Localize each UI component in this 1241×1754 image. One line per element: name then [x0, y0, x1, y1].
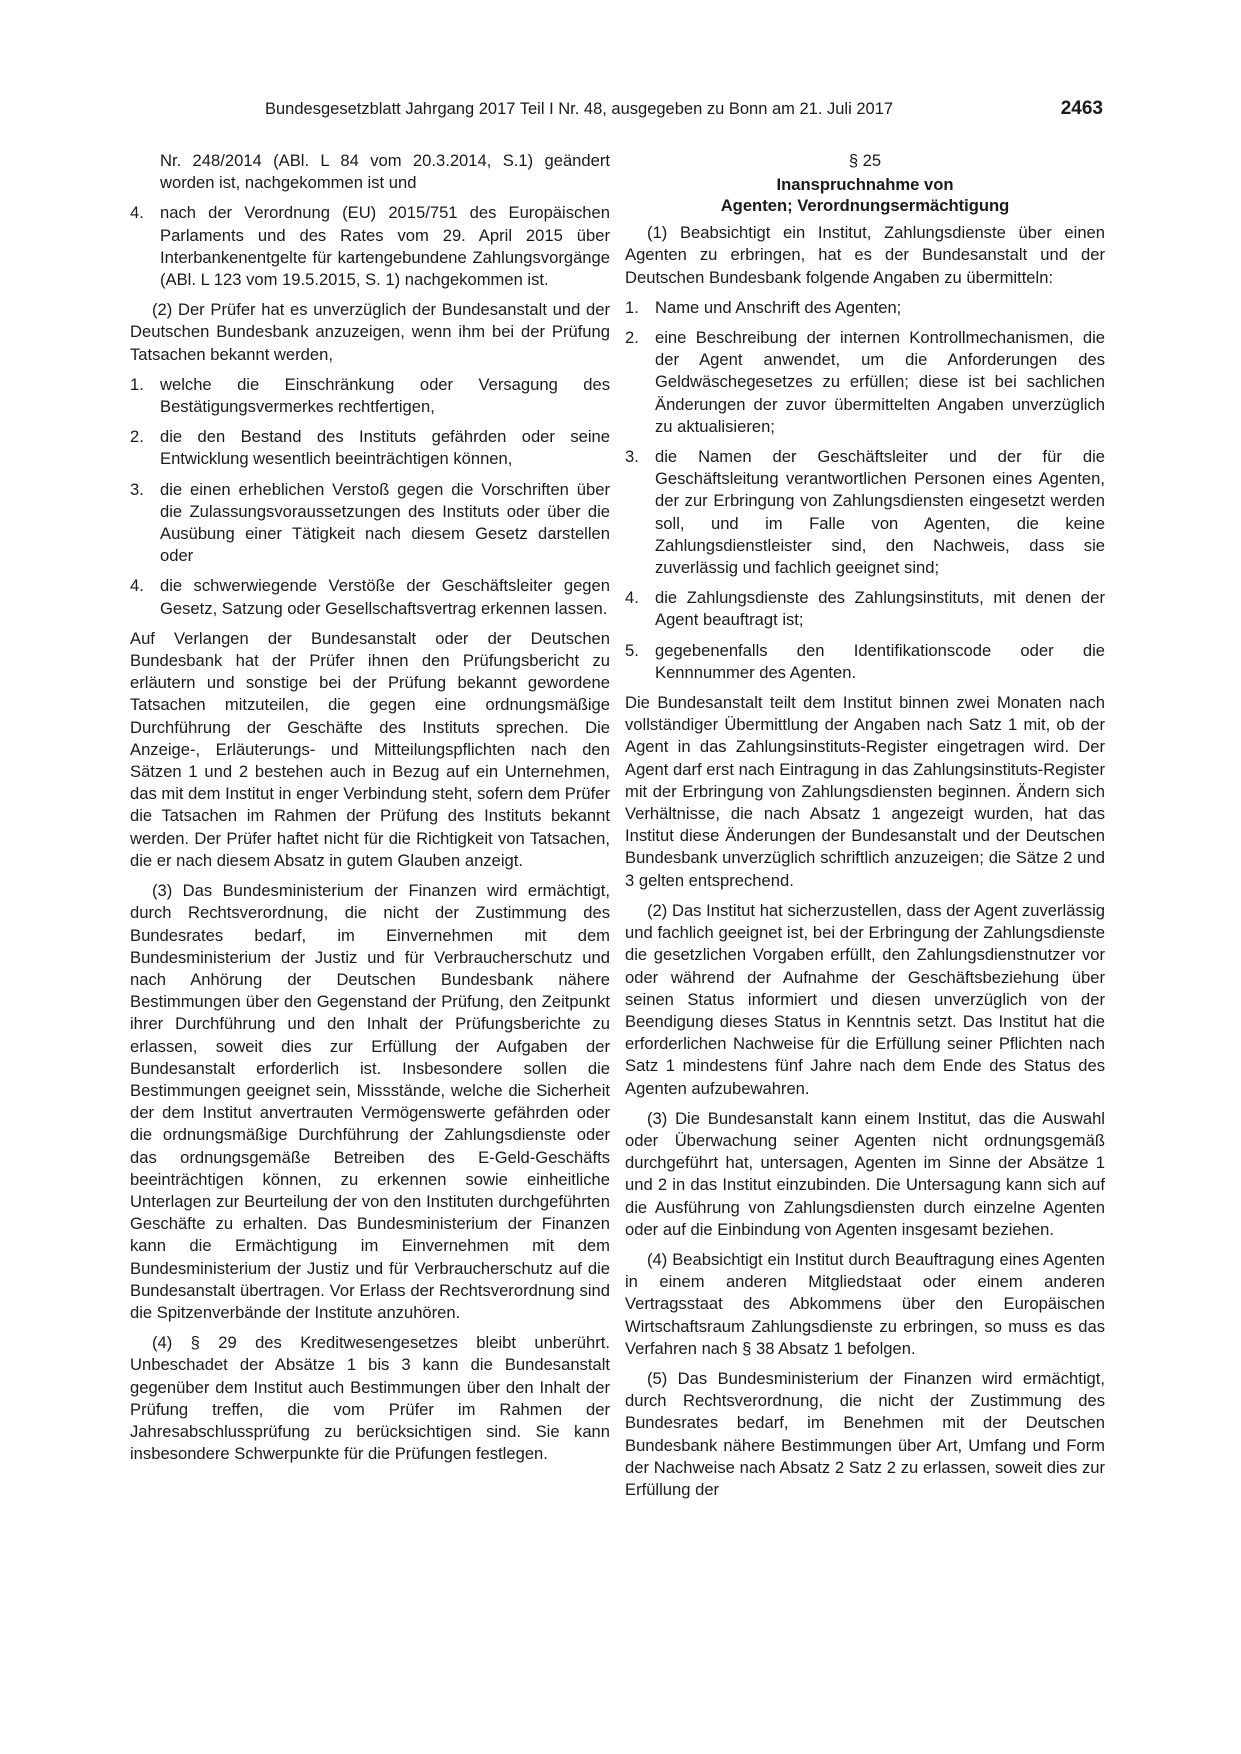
list-item-text: eine Beschreibung der internen Kontrollmechanismen, die der Agent anwendet, um die Anforderungen des Geldwäschegesetzes zu erfüllen; diese ist bei sachlichen Änderungen der zuvor übermittelten Angaben unverzüglich zu aktualisieren;	[655, 328, 1105, 436]
list-item-number: 5.	[625, 640, 639, 660]
list-item-text: die einen erheblichen Verstoß gegen die Vorschriften über die Zulassungsvoraussetzungen des Instituts oder über die Ausübung einer Tätigkeit nach diesem Gesetz darstellen oder	[160, 479, 610, 566]
header-title: Bundesgesetzblatt Jahrgang 2017 Teil I Nr. 48, ausgegeben zu Bonn am 21. Juli 2017	[265, 100, 894, 118]
page-header	[265, 100, 1103, 124]
list-item-text: gegebenenfalls den Identifikationscode oder die Kennnummer des Agenten.	[655, 640, 1105, 682]
list-item	[625, 446, 1105, 579]
paragraph-2: (2) Der Prüfer hat es unverzüglich der Bundesanstalt und der Deutschen Bundesbank anzuzeigen, wenn ihm bei der Prüfung Tatsachen bekannt werden,	[130, 300, 610, 364]
section-title-line-2: Agenten; Verordnungsermächtigung	[720, 196, 1010, 216]
list-item-number: 4.	[130, 203, 144, 223]
list-item-text: welche die Einschränkung oder Versagung des Bestätigungsvermerkes rechtfertigen,	[160, 374, 610, 417]
list-item-number: 2.	[625, 328, 639, 348]
list-item-text: die Zahlungsdienste des Zahlungsinstituts, mit denen der Agent beauftragt ist;	[655, 588, 1105, 630]
list-item-number: 2.	[130, 427, 144, 447]
list-item	[130, 479, 610, 568]
list-item-text: die Namen der Geschäftsleiter und der für die Geschäftsleitung verantwortlichen Personen eines Agenten, der zur Erbringung von Zahlungsdiensten eingesetzt werden soll, und im Falle von Agenten, die keine Zahlungsdienstleister sind, den Nachweis, dass sie zuverlässig und fachlich geeignet sind;	[655, 447, 1105, 578]
list-item-number: 1.	[130, 374, 144, 394]
continuation-text: Nr. 248/2014 (ABl. L 84 vom 20.3.2014, S.1) geändert worden ist, nachgekommen ist und	[160, 151, 610, 193]
paragraph-1-continuation: Die Bundesanstalt teilt dem Institut binnen zwei Monaten nach vollständiger Übermittlung der Angaben nach Satz 1 mit, ob der Agent in das Zahlungsinstituts-Register eingetragen wird. Der Agent darf erst nach Eintragung in das Zahlungsinstituts-Register mit der Erbringung von Zahlungsdiensten beginnen. Ändern sich Verhältnisse, die nach Absatz 1 angezeigt wurden, hat das Institut diese Änderungen der Bundesanstalt und der Deutschen Bundesbank unverzüglich schriftlich anzuzeigen; die Sätze 2 und 3 gelten entsprechend.	[625, 693, 1105, 890]
list-item-text: die schwerwiegende Verstöße der Geschäftsleiter gegen Gesetz, Satzung oder Gesellschaftsvertrag erkennen lassen.	[160, 576, 610, 618]
list-item-text: nach der Verordnung (EU) 2015/751 des Europäischen Parlaments und des Rates vom 29. April 2015 über Interbankenentgelte für kartengebundene Zahlungsvorgänge (ABl. L 123 vom 19.5.2015, S. 1) nachgekommen ist.	[160, 203, 610, 290]
paragraph-3: (3) Das Bundesministerium der Finanzen wird ermächtigt, durch Rechtsverordnung, die nicht der Zustimmung des Bundesrates bedarf, im Einvernehmen mit dem Bundesministerium der Justiz und für Verbraucherschutz und nach Anhörung der Deutschen Bundesbank nähere Bestimmungen über den Gegenstand der Prüfung, den Zeitpunkt ihrer Durchführung und den Inhalt der Prüfungsberichte zu erlassen, soweit dies zur Erfüllung der Aufgaben der Bundesanstalt erforderlich ist. Insbesondere sollen die Bestimmungen geeignet sein, Missstände, welche die Sicherheit der dem Institut anvertrauten Vermögenswerte gefährden oder die ordnungsmäßige Durchführung der Zahlungsdienste oder das ordnungsgemäße Betreiben des E-Geld-Geschäfts beeinträchtigen können, zu erkennen sowie einheitliche Unterlagen zur Beurteilung der von den Instituten durchgeführten Geschäfte zu erhalten. Das Bundesministerium der Finanzen kann die Ermächtigung im Einvernehmen mit dem Bundesministerium der Justiz und für Verbraucherschutz auf die Bundesanstalt übertragen. Vor Erlass der Rechtsverordnung sind die Spitzenverbände der Institute anzuhören.	[130, 881, 610, 1322]
section-number: § 25	[848, 151, 882, 170]
paragraph-4: (4) § 29 des Kreditwesengesetzes bleibt unberührt. Unbeschadet der Absätze 1 bis 3 kann die Bundesanstalt gegenüber dem Institut auch Bestimmungen über den Inhalt der Prüfung treffen, die vom Prüfer im Rahmen der Jahresabschlussprüfung zu berücksichtigen sind. Sie kann insbesondere Schwerpunkte für die Prüfungen festlegen.	[130, 1333, 610, 1464]
page-number: 2463	[1060, 98, 1103, 119]
list-item	[130, 374, 610, 418]
list-item	[625, 327, 1105, 438]
paragraph-1: (1) Beabsichtigt ein Institut, Zahlungsdienste über einen Agenten zu erbringen, hat es der Bundesanstalt und der Deutschen Bundesbank folgende Angaben zu übermitteln:	[625, 223, 1105, 287]
paragraph-2-continuation: Auf Verlangen der Bundesanstalt oder der Deutschen Bundesbank hat der Prüfer ihnen den Prüfungsbericht zu erläutern und sonstige bei der Prüfung bekannt gewordene Tatsachen mitzuteilen, die gegen eine ordnungsmäßige Durchführung der Geschäfte des Instituts sprechen. Die Anzeige-, Erläuterungs- und Mitteilungspflichten nach den Sätzen 1 und 2 bestehen auch in Bezug auf ein Unternehmen, das mit dem Institut in enger Verbindung steht, sofern dem Prüfer die Tatsachen im Rahmen der Prüfung des Instituts bekannt werden. Der Prüfer haftet nicht für die Richtigkeit von Tatsachen, die er nach diesem Absatz in gutem Glauben anzeigt.	[130, 628, 610, 870]
list-item	[625, 587, 1105, 631]
list-item	[625, 297, 1105, 319]
list-item-number: 3.	[625, 447, 639, 467]
paragraph-2: (2) Das Institut hat sicherzustellen, dass der Agent zuverlässig und fachlich geeignet ist, bei der Erbringung der Zahlungsdienste die gesetzlichen Vorgaben erfüllt, den Zahlungsdienstnutzer vor oder während der Aufnahme der Geschäftsbeziehung über seinen Status informiert und diesen unverzüglich von der Beendigung dieses Status in Kenntnis setzt. Das Institut hat die erforderlichen Nachweise für die Erfüllung seiner Pflichten nach Satz 1 mindestens fünf Jahre nach dem Ende des Status des Agenten aufzubewahren.	[625, 900, 1105, 1098]
paragraph-3: (3) Die Bundesanstalt kann einem Institut, das die Auswahl oder Überwachung seiner Agenten nicht ordnungsgemäß durchgeführt hat, untersagen, Agenten im Sinne der Absätze 1 und 2 in das Institut einzubinden. Die Untersagung kann sich auf die Ausführung von Zahlungsdiensten durch einzelne Agenten oder auf die Einbindung von Agenten insgesamt beziehen.	[625, 1108, 1105, 1239]
list-item-text: die den Bestand des Instituts gefährden oder seine Entwicklung wesentlich beeinträchtigen können,	[160, 427, 610, 469]
list-item-text: Name und Anschrift des Agenten;	[655, 297, 902, 317]
section-title-line-1: Inanspruchnahme von	[776, 175, 954, 195]
list-item	[130, 426, 610, 470]
right-column	[625, 150, 1105, 1509]
section-title	[625, 174, 1105, 216]
list-item-number: 4.	[130, 576, 144, 596]
list-item-number: 1.	[625, 297, 639, 317]
list-item-number: 4.	[625, 588, 639, 608]
list-item-number: 3.	[130, 479, 144, 499]
list-item	[130, 202, 610, 291]
left-column	[130, 150, 610, 1473]
list-item	[130, 575, 610, 619]
paragraph-5: (5) Das Bundesministerium der Finanzen wird ermächtigt, durch Rechtsverordnung, die nicht der Zustimmung des Bundesrates bedarf, im Benehmen mit der Deutschen Bundesbank nähere Bestimmungen über Art, Umfang und Form der Nachweise nach Absatz 2 Satz 2 zu erlassen, soweit dies zur Erfüllung der	[625, 1368, 1105, 1499]
paragraph-4: (4) Beabsichtigt ein Institut durch Beauftragung eines Agenten in einem anderen Mitgliedstaat oder einem anderen Vertragsstaat des Abkommens über den Europäischen Wirtschaftsraum Zahlungsdienste zu erbringen, so muss es das Verfahren nach § 38 Absatz 1 befolgen.	[625, 1249, 1105, 1358]
list-item	[625, 640, 1105, 684]
